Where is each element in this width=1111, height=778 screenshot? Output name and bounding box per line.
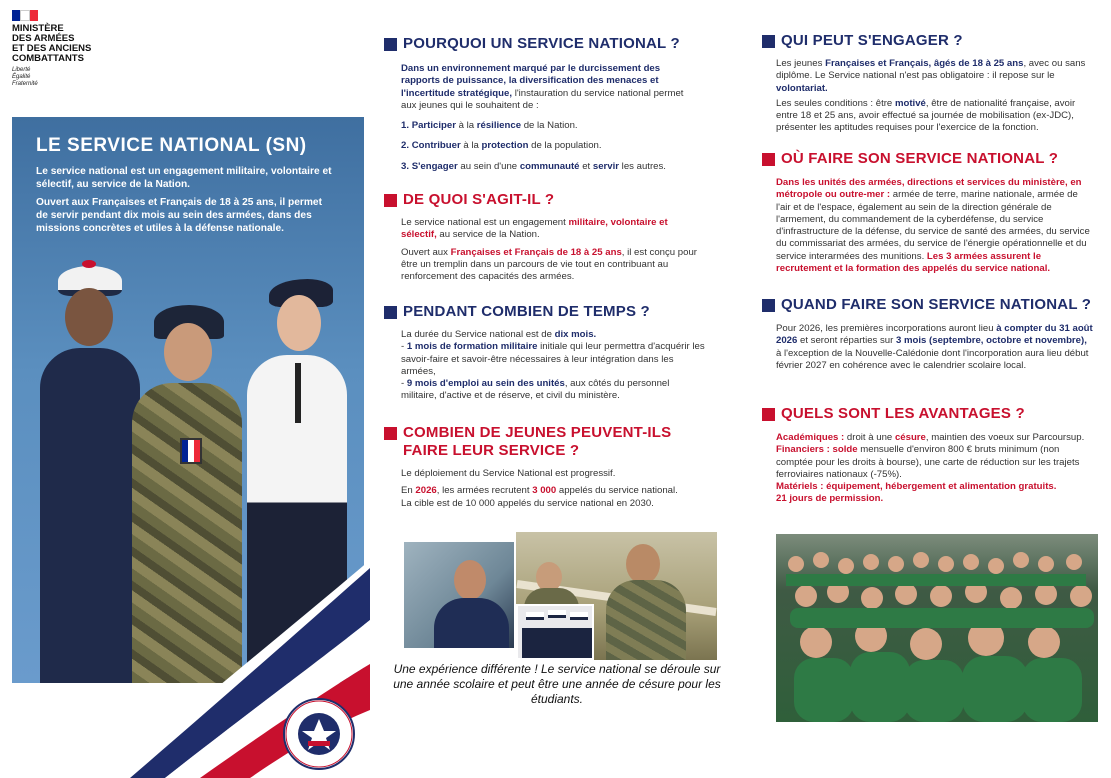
section-quoi (384, 191, 729, 283)
section-heading: OÙ FAIRE SON SERVICE NATIONAL ? (762, 150, 1100, 168)
ministry-logo (12, 10, 132, 88)
service-national-seal-icon (282, 697, 356, 771)
section-ou (762, 150, 1100, 275)
section-heading: QUELS SONT LES AVANTAGES ? (762, 405, 1100, 423)
right-column (762, 0, 1100, 778)
photo-recruits-crowd (776, 534, 1098, 722)
section-heading: PENDANT COMBIEN DE TEMPS ? (384, 303, 729, 321)
hero-banner (12, 117, 364, 683)
square-bullet-icon (384, 194, 397, 207)
photo-sailor-woman (404, 542, 514, 648)
section-combien (384, 424, 729, 510)
square-bullet-icon (384, 306, 397, 319)
section-body: Dans les unités des armées, directions et services du ministère, en métropole ou outre-mer : armée de terre, marine nationale, armée de l'air et de l'espace, également au sein de la direction générale de l'armement, du commandement de la cyberdéfense, du service d'infrastructure de la défense, du service de santé des armées, du service du commissariat des armées, du service de l'énergie opérationnelle et du service interarmées des munitions. Les 3 armées assurent le recrutement et la formation des appelés du service national. (776, 177, 1090, 275)
flag-patch-icon (180, 438, 202, 464)
left-column (0, 0, 370, 778)
section-body: Le déploiement du Service National est progressif. En 2026, les armées recrutent 3 000 appelés du service national. La cible est de 10 000 appelés du service national en 2030. (401, 468, 678, 509)
section-pourquoi (384, 35, 729, 173)
section-heading: COMBIEN DE JEUNES PEUVENT-ILS FAIRE LEUR SERVICE ? (384, 424, 719, 460)
section-quand (762, 296, 1100, 372)
section-body: La durée du Service national est de dix mois. - 1 mois de formation militaire initiale qui leur permettra d'acquérir les savoir-faire et savoir-être nécessaires à leur intégration dans les armées, - 9 mois d'emploi au sein des unités, aux côtés du personnel militaire, d'active et de réserve, et civil du ministère. (401, 329, 705, 402)
republic-motto: Liberté Égalité Fraternité (12, 67, 38, 87)
section-body: Le service national est un engagement militaire, volontaire et sélectif, au service de la Nation. Ouvert aux Françaises et Français de 18 à 25 ans, il est conçu pour être un tremplin dans un parcours de vie tout en contribuant au renforcement des capacités des armées. (401, 217, 697, 283)
middle-column (384, 0, 729, 778)
section-heading: QUAND FAIRE SON SERVICE NATIONAL ? (762, 296, 1100, 314)
section-body: Les jeunes Françaises et Français, âgés de 18 à 25 ans, avec ou sans diplôme. Le Service national n'est pas obligatoire : il repose sur le volontariat. Les seules conditions : être motivé, être de nationalité française, avoir entre 18 et 25 ans, avoir effectué sa journée de mobilisation (ex-JDC), présenter les aptitudes requises pour l'exercice de la fonction. (776, 58, 1086, 134)
square-bullet-icon (762, 35, 775, 48)
section-qui (762, 32, 1100, 135)
soldier-figure (132, 283, 242, 683)
french-flag-icon (12, 10, 38, 21)
square-bullet-icon (762, 153, 775, 166)
section-heading: QUI PEUT S'ENGAGER ? (762, 32, 1100, 50)
hero-paragraph: Ouvert aux Françaises et Français de 18 à 25 ans, il permet de servir pendant dix mois au sein des armées, dans des missions concrètes et utiles à la défense nationale. (36, 197, 322, 234)
ministry-name: MINISTÈRE DES ARMÉES ET DES ANCIENS COMBATTANTS (12, 23, 92, 64)
airwoman-figure (247, 263, 347, 683)
section-avantages (762, 405, 1100, 506)
photo-naval-officers (516, 604, 594, 660)
section-heading: POURQUOI UN SERVICE NATIONAL ? (384, 35, 729, 53)
section-heading: DE QUOI S'AGIT-IL ? (384, 191, 729, 209)
sailor-figure (40, 258, 140, 683)
square-bullet-icon (384, 38, 397, 51)
section-body: Pour 2026, les premières incorporations auront lieu à compter du 31 août 2026 et seront réparties sur 3 mois (septembre, octobre et novembre), à l'exception de la Nouvelle-Calédonie dont l'incorporation aura lieu début février 2027 en cohérence avec le calendrier scolaire local. (776, 323, 1093, 371)
hero-text (36, 165, 336, 240)
square-bullet-icon (762, 299, 775, 312)
section-body: Académiques : droit à une césure, maintien des voeux sur Parcoursup. Financiers : solde mensuelle d'environ 800 € bruts minimum (non comptée pour les droits à bourse), une carte de réduction sur les trajets ferroviaires nationaux (-75%). Matériels : équipement, hébergement et alimentation gratuits. 21 jours de permission. (776, 432, 1085, 505)
section-temps (384, 303, 729, 403)
hero-title: LE SERVICE NATIONAL (SN) (36, 135, 307, 156)
square-bullet-icon (384, 427, 397, 440)
photo-caption: Une expérience différente ! Le service national se déroule sur une année scolaire et peut être une année de césure pour les étudiants. (393, 662, 721, 706)
hero-paragraph: Le service national est un engagement militaire, volontaire et sélectif, au service de la Nation. (36, 166, 332, 190)
square-bullet-icon (762, 408, 775, 421)
section-body: Dans un environnement marqué par le durcissement des rapports de puissance, la diversification des menaces et l'incertitude stratégique, l'instauration du service national permet aux jeunes qui le souhaitent de : 1. Participer à la résilience de la Nation. 2. Contribuer à la protection de la population. 3. S'engager au sein d'une communauté et servir les autres. (401, 63, 684, 172)
